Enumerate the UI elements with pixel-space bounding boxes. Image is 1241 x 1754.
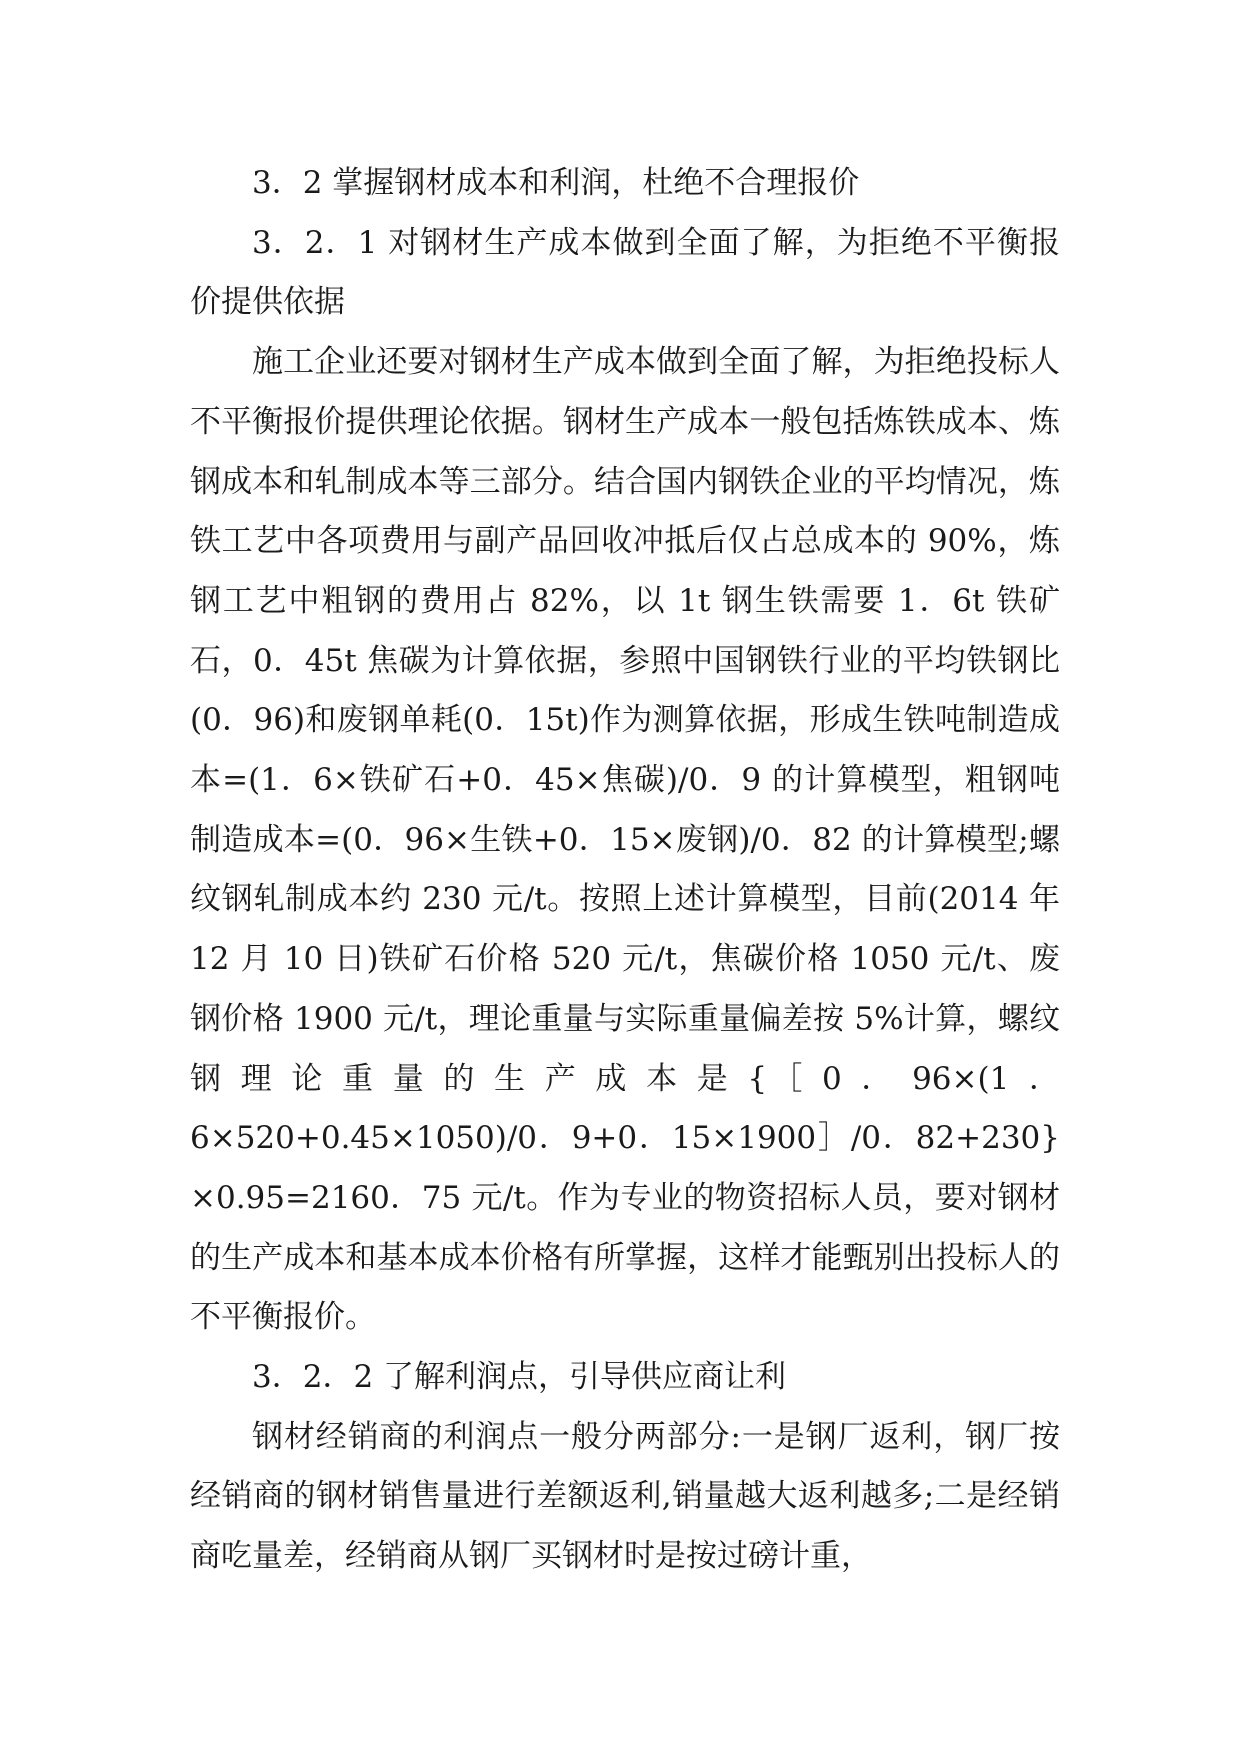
section-heading-3-2-1: 3．2．1 对钢材生产成本做到全面了解，为拒绝不平衡报价提供依据 bbox=[190, 224, 1060, 321]
paragraph-production-cost: 施工企业还要对钢材生产成本做到全面了解，为拒绝投标人不平衡报价提供理论依据。钢材生产成本一般包括炼铁成本、炼钢成本和轧制成本等三部分。结合国内钢铁企业的平均情况，炼铁工艺中各项费用与副产品回收冲抵后仅占总成本的 90%，炼钢工艺中粗钢的费用占 82%，以 1t 钢生铁需要 1．6t 铁矿石，0．45t 焦碳为计算依据，参照中国钢铁行业的平均铁钢比(0．96)和废钢单耗(0．15t)作为测算依据，形成生铁吨制造成本=(1．6×铁矿石+0．45×焦碳)/0．9 的计算模型，粗钢吨制造成本=(0．96×生铁+0．15×废钢)/0．82 的计算模型;螺纹钢轧制成本约 230 元/t。按照上述计算模型，目前(2014 年 12 月 10 日)铁矿石价格 520 元/t，焦碳价格 1050 元/t、废钢价格 1900 元/t，理论重量与实际重量偏差按 5%计算，螺纹钢理论重量的生产成本是{［0．96×(1．6×520+0.45×1050)/0．9+0．15×1900］/0．82+230}×0.95=2160．75 元/t。作为专业的物资招标人员，要对钢材的生产成本和基本成本价格有所掌握，这样才能甄别出投标人的不平衡报价。 bbox=[190, 344, 1060, 1336]
document-body bbox=[190, 154, 1060, 1587]
section-heading-3-2: 3．2 掌握钢材成本和利润，杜绝不合理报价 bbox=[252, 165, 860, 201]
section-heading-3-2-2: 3．2．2 了解利润点，引导供应商让利 bbox=[252, 1359, 787, 1396]
paragraph-profit-points: 钢材经销商的利润点一般分两部分:一是钢厂返利，钢厂按经销商的钢材销售量进行差额返利,销量越大返利越多;二是经销商吃量差，经销商从钢厂买钢材时是按过磅计重， bbox=[190, 1418, 1060, 1575]
